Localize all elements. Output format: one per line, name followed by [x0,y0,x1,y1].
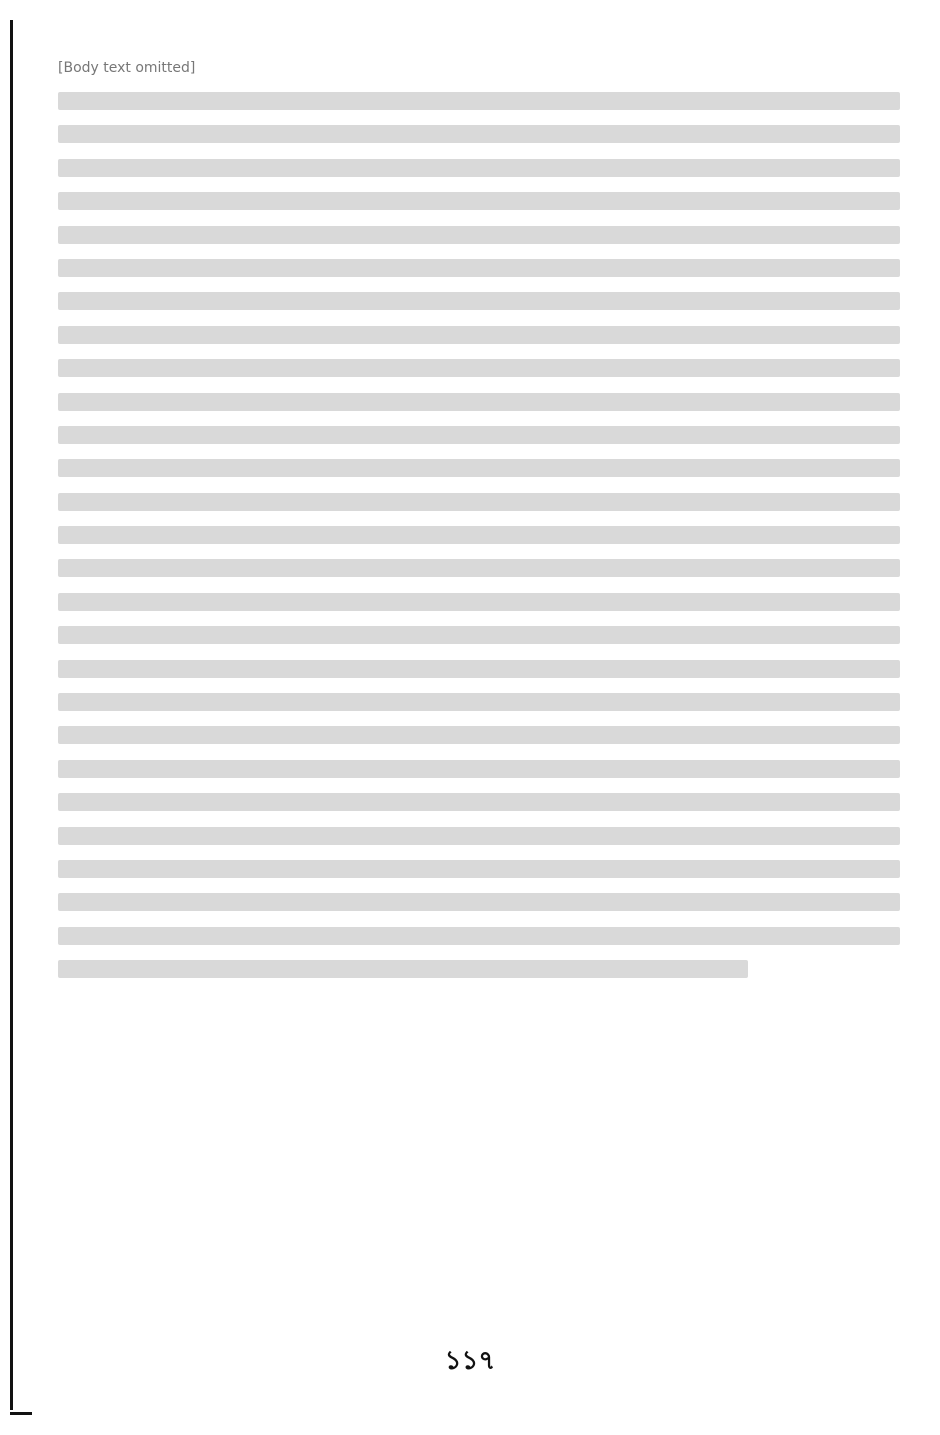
redacted-text-line [58,393,900,411]
redacted-text-line [58,359,900,377]
redacted-text-line [58,726,900,744]
redacted-text-line [58,426,900,444]
redacted-text-line [58,660,900,678]
redacted-text-line [58,459,900,477]
redacted-text-line [58,259,900,277]
redacted-text-line [58,292,900,310]
redacted-text-line [58,960,748,978]
redacted-text-line [58,326,900,344]
redacted-text-line [58,893,900,911]
redacted-text-line [58,125,900,143]
margin-line [10,20,13,1410]
redacted-text-line [58,559,900,577]
corner-mark [10,1412,32,1415]
redacted-text-line [58,226,900,244]
redacted-text-line [58,526,900,544]
page-number: ১১৭ [444,1346,496,1376]
redacted-text-line [58,593,900,611]
body-text-block [58,92,900,994]
redacted-text-line [58,927,900,945]
redacted-text-line [58,493,900,511]
redacted-text-line [58,760,900,778]
redacted-text-line [58,793,900,811]
redaction-notice: [Body text omitted] [58,60,196,76]
redacted-text-line [58,192,900,210]
redacted-text-line [58,159,900,177]
redacted-text-line [58,693,900,711]
redacted-text-line [58,92,900,110]
redacted-text-line [58,860,900,878]
redacted-text-line [58,827,900,845]
redacted-text-line [58,626,900,644]
